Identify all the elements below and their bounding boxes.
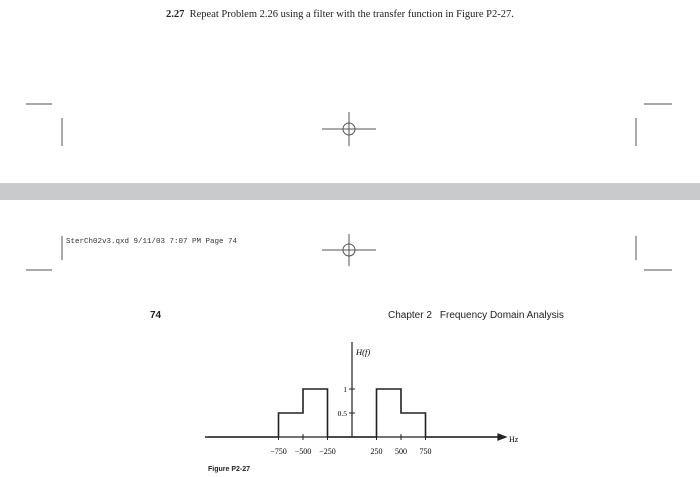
y-tick-label: 1 (343, 385, 347, 394)
page-number: 74 (150, 310, 162, 321)
x-axis-arrow (498, 434, 506, 440)
x-tick-label: 500 (395, 447, 407, 456)
problem-number: 2.27 (166, 9, 185, 20)
x-tick-label: −500 (294, 447, 312, 456)
figure-caption: Figure P2-27 (208, 466, 251, 473)
chapter-title: Frequency Domain Analysis (439, 310, 564, 321)
y-tick-label: 0.5 (337, 409, 347, 418)
x-tick-label: −250 (319, 447, 336, 456)
x-tick-label: 250 (370, 447, 383, 456)
chapter-label: Chapter 2 (388, 310, 432, 321)
y-axis-label: H(f) (356, 347, 371, 357)
x-axis-unit: Hz (509, 435, 519, 444)
file-slug: SterCh02v3.qxd 9/11/03 7:07 PM Page 74 (66, 238, 238, 246)
x-tick-label: −750 (270, 447, 287, 456)
problem-text: Repeat Problem 2.26 using a filter with the transfer function in Figure P2-27. (189, 9, 514, 20)
x-tick-label: 750 (419, 447, 432, 456)
